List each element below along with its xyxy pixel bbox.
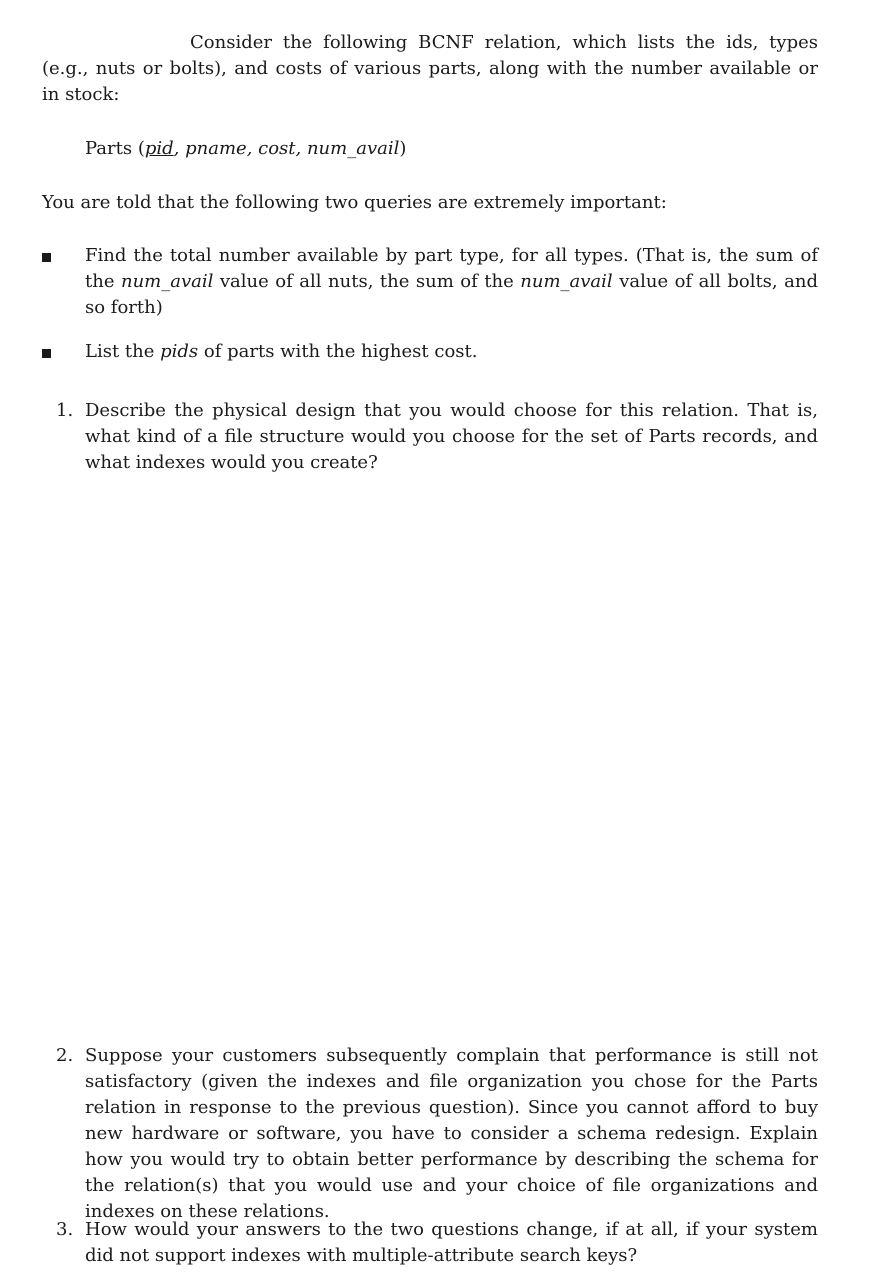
question-text: Describe the physical design that you would choose for this relation. That is, what kind of a file structure would you choose for the set of Parts records, and what indexes would you create? [85,400,818,473]
relation-schema: Parts (pid, pname, cost, num_avail) [85,138,407,159]
question-number: 2. [56,1045,74,1066]
question-number: 1. [56,400,74,421]
queries-intro: You are told that the following two queries are extremely important: [42,192,667,213]
question-item [42,1043,818,1225]
question-text: How would your answers to the two questions change, if at all, if your system did not support indexes with multiple-attribute search keys? [85,1219,818,1266]
question-number: 3. [56,1219,74,1240]
bullet-text: List the pids of parts with the highest cost. [85,341,478,362]
bullet-item [42,339,818,365]
bullet-marker [42,253,51,262]
relation-name: Parts [85,138,133,159]
bullet-item [42,243,818,321]
intro-paragraph: Consider the following BCNF relation, which lists the ids, types (e.g., nuts or bolts), and costs of various parts, along with the number available or in stock: [42,32,818,105]
relation-key: pid [144,138,174,159]
bullet-text: Find the total number available by part type, for all types. (That is, the sum of the num_avail value of all nuts, the sum of the num_avail value of all bolts, and so forth) [85,245,818,318]
question-text: Suppose your customers subsequently complain that performance is still not satisfactory (given the indexes and file organization you chose for the Parts relation in response to the previous question). Since you cannot afford to buy new hardware or software, you have to consider a schema redesign. Explain how you would try to obtain better performance by describing the schema for the relation(s) that you would use and your choice of file organizations and indexes on these relations. [85,1045,818,1222]
bullet-marker [42,349,51,358]
question-item [42,398,818,476]
question-item [42,1217,818,1269]
relation-attributes: , pname, cost, num_avail [173,138,400,159]
